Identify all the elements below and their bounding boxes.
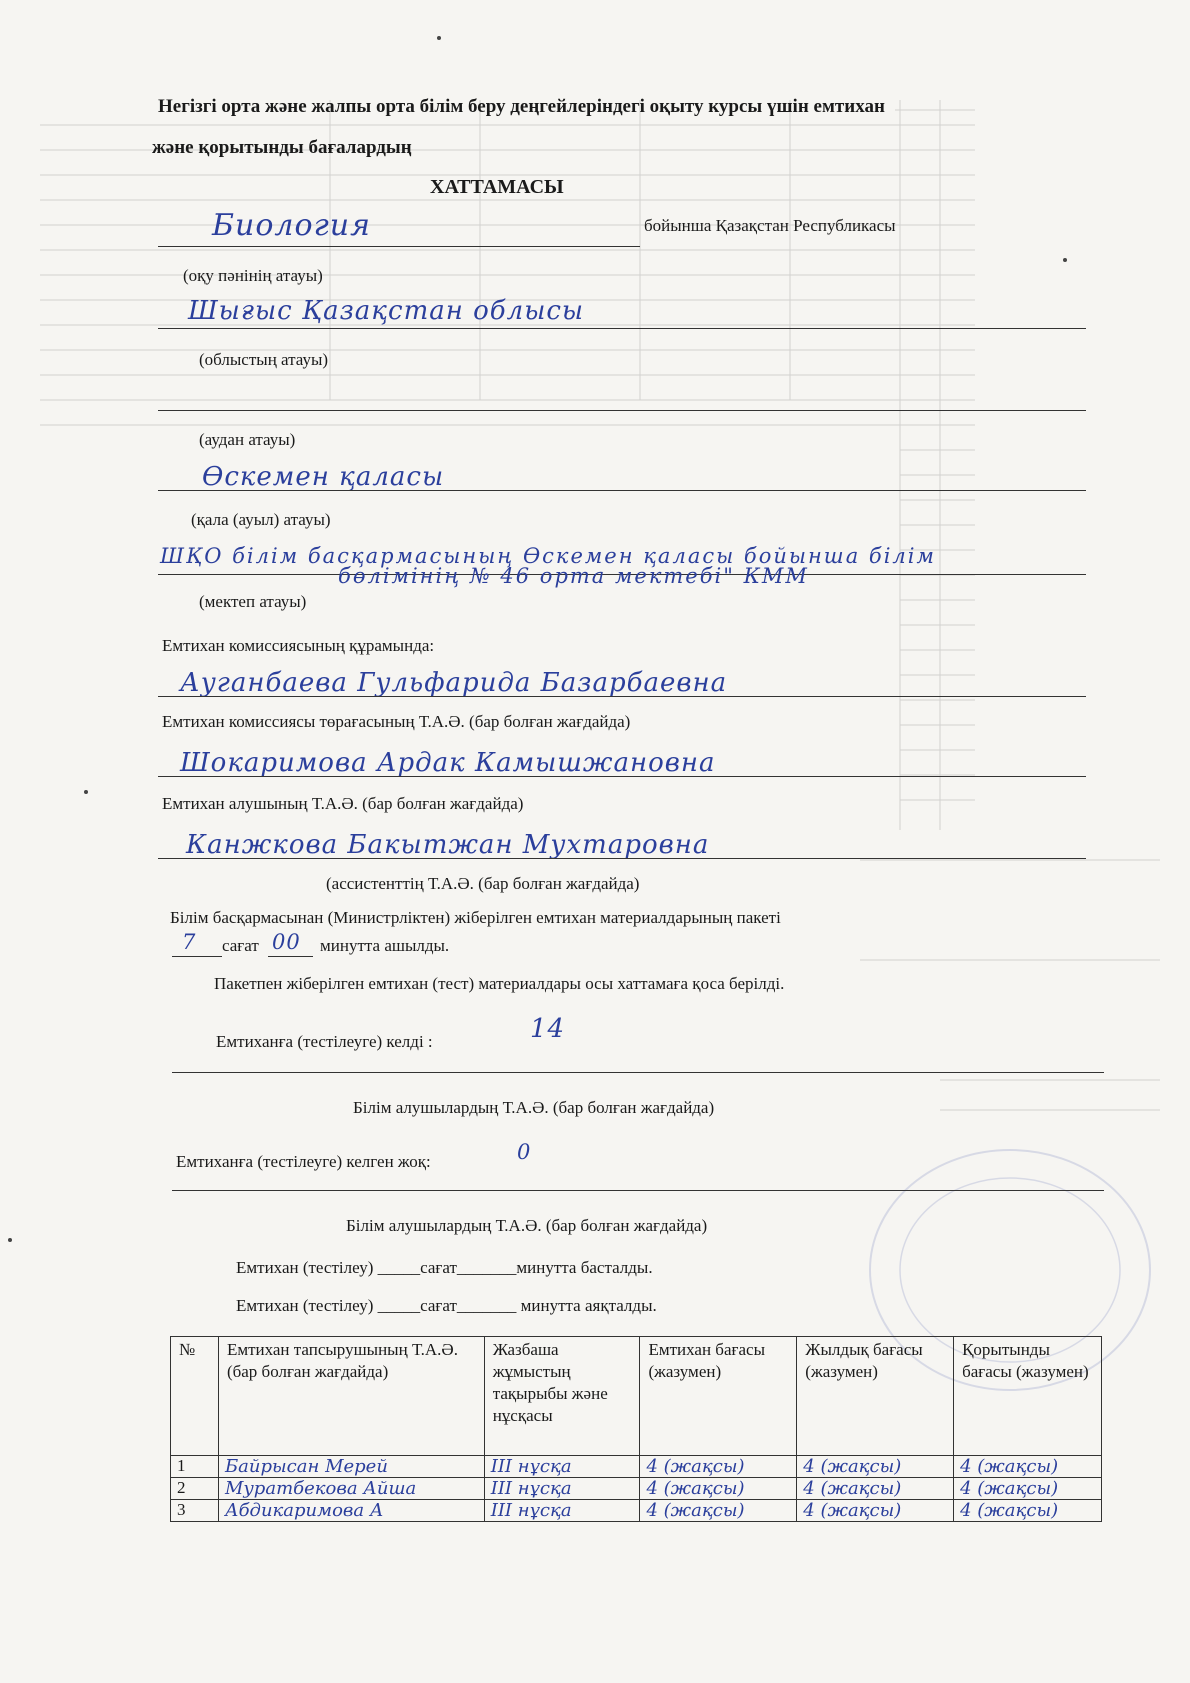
timing-ended: Емтихан (тестілеу) _____сағат_______ минутта аяқталды.: [236, 1296, 657, 1315]
region-handwritten: Шығыс Қазақстан облысы: [188, 296, 585, 326]
exam-grade: 4 (жақсы): [640, 1478, 797, 1500]
city-caption: (қала (ауыл) атауы): [191, 510, 331, 529]
commission-label: Емтихан комиссиясының құрамында:: [162, 636, 435, 655]
chair-line: [158, 696, 1086, 697]
city-handwritten: Өскемен қаласы: [202, 462, 445, 492]
chair-handwritten: Ауганбаева Гульфарида Базарбаевна: [180, 668, 728, 698]
results-table: [170, 1336, 1102, 1522]
exam-grade: 4 (жақсы): [640, 1456, 797, 1478]
subject-caption: (оқу пәнінің атауы): [183, 266, 323, 285]
row-number: 2: [171, 1478, 219, 1500]
school-handwritten-line-2: бөлімінің № 46 орта мектебі" КММ: [338, 564, 809, 588]
annual-grade: 4 (жақсы): [797, 1478, 954, 1500]
header-line-1: Негізгі орта және жалпы орта білім беру деңгейлеріндегі оқыту курсы үшін емтихан: [158, 96, 885, 117]
variant: III нұсқа: [484, 1456, 640, 1478]
assistant-caption: (ассистенттің Т.А.Ә. (бар болған жағдайда): [326, 874, 640, 893]
region-line: [158, 328, 1086, 329]
package-minute-value: 00: [272, 930, 301, 954]
header-topic: Жазбаша жұмыстың тақырыбы және нұсқасы: [484, 1337, 640, 1456]
table-row: [171, 1456, 1102, 1478]
region-caption: (облыстың атауы): [199, 350, 329, 369]
came-value: 14: [530, 1014, 566, 1044]
package-attached: Пакетпен жіберілген емтихан (тест) материалдары осы хаттамаға қоса берілді.: [214, 974, 785, 993]
examiner-caption: Емтихан алушының Т.А.Ә. (бар болған жағдайда): [162, 794, 524, 813]
row-number: 3: [171, 1500, 219, 1522]
district-line: [158, 410, 1086, 411]
header-final-grade: Қорытынды бағасы (жазумен): [954, 1337, 1102, 1456]
header-number: №: [171, 1337, 219, 1456]
speck: [8, 1238, 12, 1242]
absent-value: 0: [517, 1140, 532, 1164]
subject-line: [158, 246, 640, 247]
header-line-2: және қорытынды бағалардың: [152, 137, 412, 158]
header-annual-grade: Жылдық бағасы (жазумен): [797, 1337, 954, 1456]
student-name: Муратбекова Айша: [218, 1478, 484, 1500]
assistant-handwritten: Канжкова Бакытжан Мухтаровна: [186, 830, 710, 860]
examiner-handwritten: Шокаримова Ардак Камышжановна: [180, 748, 716, 778]
district-caption: (аудан атауы): [199, 430, 296, 449]
package-line-1: Білім басқармасынан (Министрліктен) жіберілген емтихан материалдарының пакеті: [170, 908, 781, 927]
header-exam-grade: Емтихан бағасы (жазумен): [640, 1337, 797, 1456]
came-caption: Білім алушылардың Т.А.Ә. (бар болған жағдайда): [353, 1098, 715, 1117]
variant: III нұсқа: [484, 1500, 640, 1522]
speck: [84, 790, 88, 794]
absent-caption: Білім алушылардың Т.А.Ә. (бар болған жағдайда): [346, 1216, 708, 1235]
document-title: ХАТТАМАСЫ: [430, 176, 564, 198]
exam-grade: 4 (жақсы): [640, 1500, 797, 1522]
student-name: Абдикаримова А: [218, 1500, 484, 1522]
student-name: Байрысан Мерей: [218, 1456, 484, 1478]
came-line: [172, 1072, 1104, 1073]
final-grade: 4 (жақсы): [954, 1478, 1102, 1500]
assistant-line: [158, 858, 1086, 859]
school-handwritten-line-1: ШҚО білім басқармасының Өскемен қаласы бойынша білім: [160, 544, 936, 568]
school-caption: (мектеп атауы): [199, 592, 307, 611]
absent-label: Емтиханға (тестілеуге) келген жоқ:: [176, 1152, 431, 1171]
examiner-line: [158, 776, 1086, 777]
final-grade: 4 (жақсы): [954, 1500, 1102, 1522]
package-minute-label: минутта ашылды.: [320, 936, 450, 955]
absent-line: [172, 1190, 1104, 1191]
subject-handwritten: Биология: [212, 208, 371, 243]
table-row: [171, 1478, 1102, 1500]
row-number: 1: [171, 1456, 219, 1478]
package-hour-value: 7: [182, 930, 197, 954]
final-grade: 4 (жақсы): [954, 1456, 1102, 1478]
came-label: Емтиханға (тестілеуге) келді :: [216, 1032, 433, 1051]
annual-grade: 4 (жақсы): [797, 1456, 954, 1478]
subject-suffix: бойынша Қазақстан Республикасы: [644, 216, 896, 235]
annual-grade: 4 (жақсы): [797, 1500, 954, 1522]
speck: [437, 36, 441, 40]
speck: [1063, 258, 1067, 262]
timing-started: Емтихан (тестілеу) _____сағат_______минутта басталды.: [236, 1258, 653, 1277]
header-name: Емтихан тапсырушының Т.А.Ә. (бар болған жағдайда): [218, 1337, 484, 1456]
table-header-row: [171, 1337, 1102, 1456]
city-line: [158, 490, 1086, 491]
package-hour-line: [172, 956, 222, 957]
package-hour-label: сағат: [222, 936, 259, 955]
table-row: [171, 1500, 1102, 1522]
variant: III нұсқа: [484, 1478, 640, 1500]
chair-caption: Емтихан комиссиясы төрағасының Т.А.Ә. (бар болған жағдайда): [162, 712, 631, 731]
package-minute-line: [268, 956, 313, 957]
